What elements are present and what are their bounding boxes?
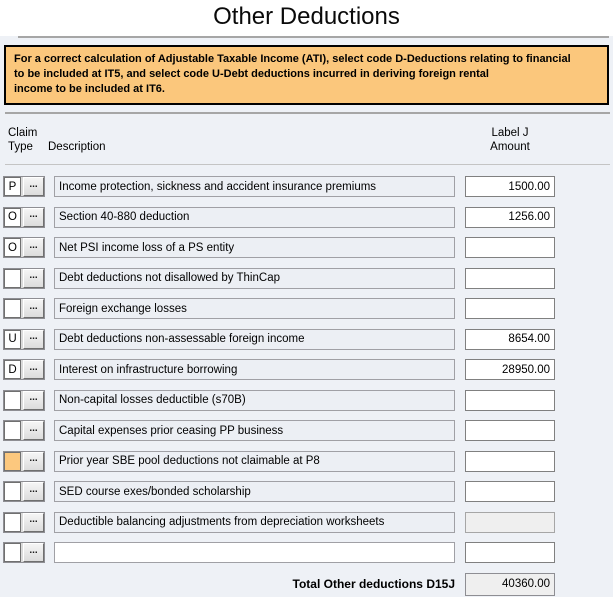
title-divider (18, 36, 609, 38)
amount-field[interactable] (465, 329, 555, 350)
deduction-row (0, 390, 613, 411)
description-field (54, 512, 455, 533)
deduction-rows (0, 176, 613, 563)
claim-type-input[interactable] (4, 238, 21, 257)
claim-type-group (3, 176, 45, 197)
description-field (54, 481, 455, 502)
deduction-row (0, 481, 613, 502)
claim-type-header: Claim Type (8, 127, 38, 153)
claim-type-group (3, 268, 45, 289)
deduction-row (0, 451, 613, 472)
claim-type-group (3, 237, 45, 258)
claim-type-input[interactable] (4, 330, 21, 349)
claim-type-group (3, 207, 45, 228)
claim-type-input[interactable] (4, 177, 21, 196)
claim-type-input[interactable] (4, 299, 21, 318)
description-field (54, 207, 455, 228)
claim-type-lookup-button[interactable]: ... (23, 360, 44, 379)
claim-type-input[interactable] (4, 360, 21, 379)
description-field (54, 359, 455, 380)
description-field (54, 298, 455, 319)
notice-line: to be included at IT5, and select code U-Debt deductions incurred in deriving foreign rental (14, 68, 489, 80)
claim-type-group (3, 329, 45, 350)
description-header: Description (48, 141, 106, 153)
amount-field[interactable] (465, 207, 555, 228)
table-header (0, 126, 613, 154)
amount-field[interactable] (465, 237, 555, 258)
amount-field (465, 512, 555, 533)
claim-type-group (3, 451, 45, 472)
claim-type-lookup-button[interactable]: ... (23, 299, 44, 318)
amount-field[interactable] (465, 451, 555, 472)
description-field (54, 329, 455, 350)
claim-type-group (3, 390, 45, 411)
amount-header: Label J Amount (490, 127, 530, 153)
deduction-row (0, 420, 613, 441)
page-title: Other Deductions (0, 0, 613, 36)
description-field[interactable] (54, 542, 455, 563)
claim-type-lookup-button[interactable]: ... (23, 543, 44, 562)
claim-type-lookup-button[interactable]: ... (23, 452, 44, 471)
deduction-row (0, 237, 613, 258)
ati-notice-box (4, 45, 609, 105)
claim-type-lookup-button[interactable]: ... (23, 330, 44, 349)
claim-type-lookup-button[interactable]: ... (23, 391, 44, 410)
deduction-row (0, 207, 613, 228)
claim-type-lookup-button[interactable]: ... (23, 177, 44, 196)
notice-line: income to be included at IT6. (14, 83, 165, 95)
amount-field[interactable] (465, 298, 555, 319)
amount-field[interactable] (465, 176, 555, 197)
claim-type-input[interactable] (4, 543, 21, 562)
amount-field[interactable] (465, 359, 555, 380)
claim-type-lookup-button[interactable]: ... (23, 482, 44, 501)
claim-type-lookup-button[interactable]: ... (23, 513, 44, 532)
claim-type-group (3, 481, 45, 502)
claim-type-lookup-button[interactable]: ... (23, 238, 44, 257)
deduction-row (0, 359, 613, 380)
claim-type-input[interactable] (4, 269, 21, 288)
deduction-row (0, 298, 613, 319)
claim-type-group (3, 420, 45, 441)
amount-field[interactable] (465, 268, 555, 289)
description-field (54, 451, 455, 472)
description-field (54, 268, 455, 289)
amount-field[interactable] (465, 420, 555, 441)
notice-line: For a correct calculation of Adjustable Taxable Income (ATI), select code D-Deductions relating to financial (14, 53, 571, 65)
claim-type-input[interactable] (4, 421, 21, 440)
claim-type-input[interactable] (4, 513, 21, 532)
claim-type-group (3, 298, 45, 319)
deduction-row (0, 268, 613, 289)
notice-divider (5, 112, 610, 114)
claim-type-lookup-button[interactable]: ... (23, 208, 44, 227)
claim-type-input[interactable] (4, 452, 21, 471)
deduction-row (0, 512, 613, 533)
description-field (54, 390, 455, 411)
claim-type-group (3, 359, 45, 380)
claim-type-lookup-button[interactable]: ... (23, 269, 44, 288)
deduction-row (0, 329, 613, 350)
amount-field[interactable] (465, 481, 555, 502)
total-label: Total Other deductions D15J (292, 576, 455, 591)
description-field (54, 176, 455, 197)
amount-field[interactable] (465, 390, 555, 411)
claim-type-input[interactable] (4, 482, 21, 501)
deduction-row (0, 542, 613, 563)
claim-type-input[interactable] (4, 208, 21, 227)
claim-type-lookup-button[interactable]: ... (23, 421, 44, 440)
description-field (54, 237, 455, 258)
deduction-row (0, 176, 613, 197)
claim-type-group (3, 542, 45, 563)
total-row (0, 573, 613, 596)
amount-field[interactable] (465, 542, 555, 563)
claim-type-input[interactable] (4, 391, 21, 410)
claim-type-group (3, 512, 45, 533)
total-amount: 40360.00 (465, 573, 555, 596)
description-field (54, 420, 455, 441)
header-rule (5, 164, 610, 165)
